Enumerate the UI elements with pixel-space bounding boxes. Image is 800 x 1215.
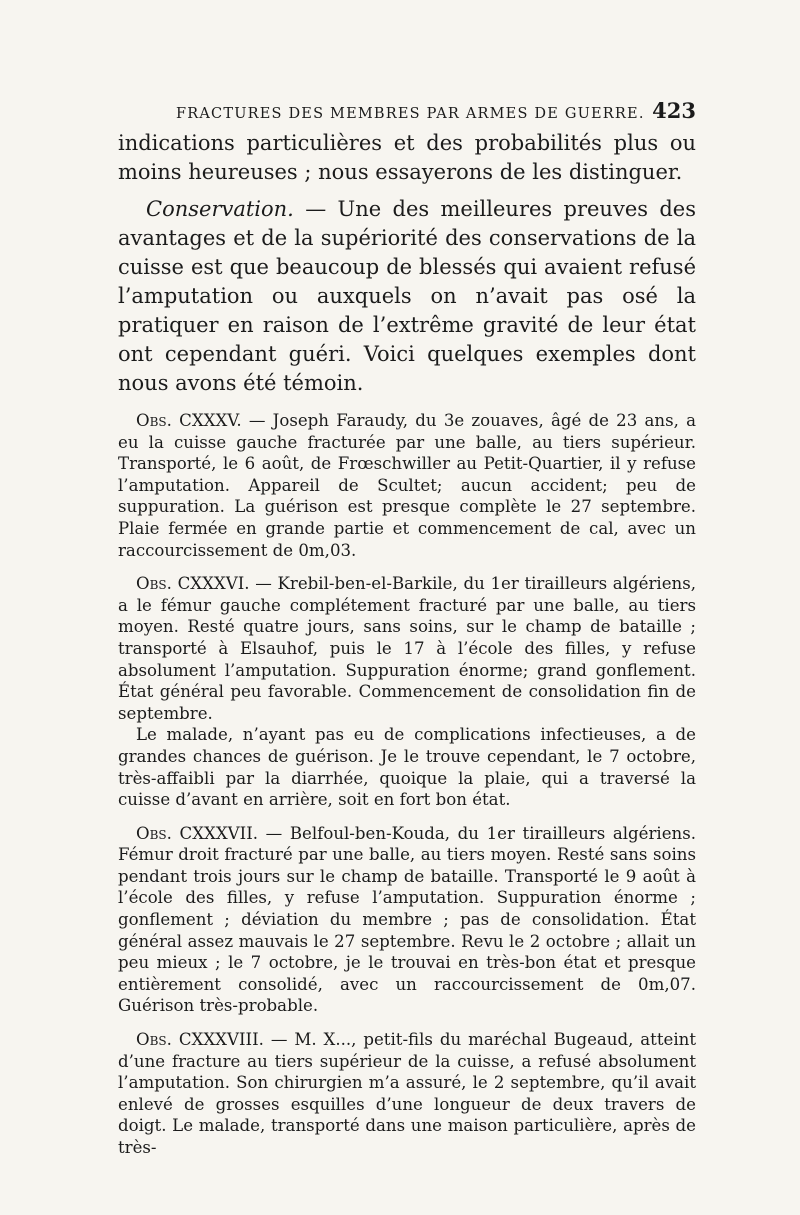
observation-label: Obs. CXXXVII. xyxy=(136,823,259,843)
observation-135 xyxy=(118,410,696,561)
observation-138 xyxy=(118,1029,696,1159)
observation-136 xyxy=(118,573,696,724)
observation-label: Obs. CXXXVIII. xyxy=(136,1030,264,1050)
observation-137 xyxy=(118,823,696,1017)
observation-text: — Joseph Faraudy, du 3e zouaves, âgé de 23 ans, a eu la cuisse gauche fracturée par une balle, au tiers supérieur. Transporté, le 6 août, de Frœschwiller au Petit-Quartier, il y refuse l’amputation. Appareil de Scultet; aucun accident; peu de suppuration. La guérison est presque complète le 27 septembre. Plaie fermée en grande partie et commencement de cal, avec un raccourcissement de 0m,03. xyxy=(118,411,696,560)
page-number: 423 xyxy=(652,98,696,123)
observation-136-continuation: Le malade, n’ayant pas eu de complications infectieuses, a de grandes chances de guérison. Je le trouve cependant, le 7 octobre, très-affaibli par la diarrhée, quoique la plaie, qui a traversé la cuisse d’avant en arrière, soit en fort bon état. xyxy=(118,725,696,810)
conservation-heading: Conservation. xyxy=(146,197,294,221)
running-header xyxy=(176,98,696,123)
observation-text: — Krebil-ben-el-Barkile, du 1er tirailleurs algériens, a le fémur gauche complétement fracturé par une balle, au tiers moyen. Resté quatre jours, sans soins, sur le champ de bataille ; transporté à Elsauhof, puis le 17 à l’école des filles, y refuse absolument l’amputation. Suppuration énorme; grand gonflement. État général peu favorable. Commencement de consolidation fin de septembre. xyxy=(118,574,696,723)
observation-text: — M. X..., petit-fils du maréchal Bugeaud, atteint d’une fracture au tiers supérieur de la cuisse, a refusé absolument l’amputation. Son chirurgien m’a assuré, le 2 septembre, qu’il avait enlevé de grosses esquilles d’une longueur de deux travers de doigt. Le malade, transporté dans une maison particulière, après de très- xyxy=(118,1030,696,1157)
observation-label: Obs. CXXXVI. xyxy=(136,574,250,594)
intro-paragraph: indications particulières et des probabilités plus ou moins heureuses ; nous essayerons de les distinguer. xyxy=(118,131,696,184)
observation-text: — Belfoul-ben-Kouda, du 1er tirailleurs algériens. Fémur droit fracturé par une balle, au tiers moyen. Resté sans soins pendant trois jours sur le champ de bataille. Transporté le 9 août à l’école des filles, y refuse l’amputation. Suppuration énorme ; gonflement ; déviation du membre ; pas de consolidation. État général assez mauvais le 27 septembre. Revu le 2 octobre ; allait un peu mieux ; le 7 octobre, je le trouvai en très-bon état et presque entièrement consolidé, avec un raccourcissement de 0m,07. Guérison très-probable. xyxy=(118,823,696,1016)
observation-label: Obs. CXXXV. xyxy=(136,411,242,430)
running-title: FRACTURES DES MEMBRES PAR ARMES DE GUERRE. xyxy=(176,106,645,122)
conservation-paragraph xyxy=(118,195,696,398)
conservation-text: — Une des meilleures preuves des avantages et de la supériorité des conservations de la cuisse est que beaucoup de blessés qui avaient refusé l’amputation ou auxquels on n’avait pas osé la pratiquer en raison de l’extrême gravité de leur état ont cependant guéri. Voici quelques exemples dont nous avons été témoin. xyxy=(118,197,696,395)
